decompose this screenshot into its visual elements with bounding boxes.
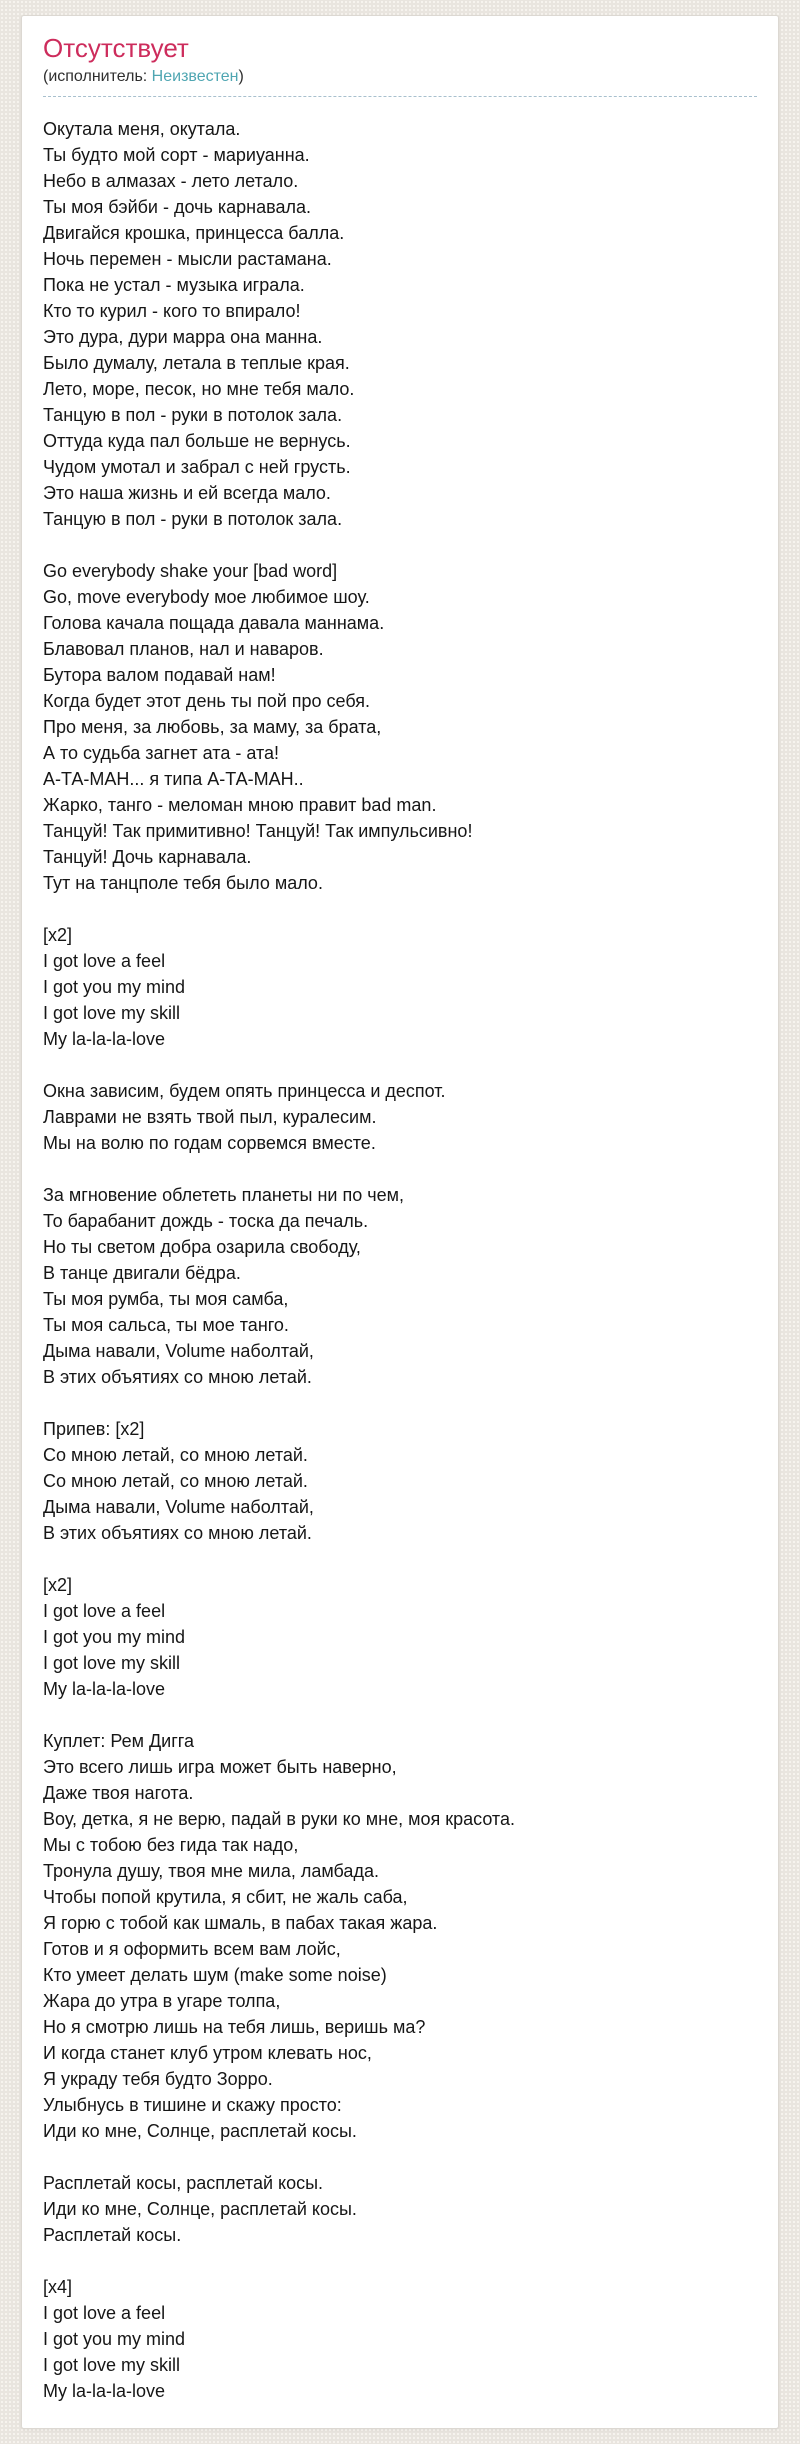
lyric-line: I got you my mind	[43, 1627, 186, 1648]
lyric-line: Дыма навали, Volume наболтай,	[43, 1341, 314, 1362]
lyric-line: Чудом умотал и забрал с ней грусть.	[43, 457, 351, 478]
lyric-line: Тронула душу, твоя мне мила, ламбада.	[43, 1861, 379, 1882]
lyric-line: За мгновение облететь планеты ни по чем,	[43, 1185, 404, 1206]
lyric-line: Пока не устал - музыка играла.	[43, 275, 305, 296]
lyric-line: Мы с тобою без гида так надо,	[43, 1835, 299, 1856]
lyric-line: Танцуй! Дочь карнавала.	[43, 847, 252, 868]
lyric-line: Танцую в пол - руки в потолок зала.	[43, 405, 343, 426]
lyric-line: И когда станет клуб утром клевать нос,	[43, 2043, 372, 2064]
lyric-line: I got love a feel	[43, 2303, 166, 2324]
lyric-line: I got love a feel	[43, 951, 166, 972]
lyric-gap	[43, 1156, 757, 1182]
lyric-line: I got you my mind	[43, 2329, 186, 2350]
lyric-line: I got you my mind	[43, 977, 186, 998]
lyric-line: Куплет: Рем Дигга	[43, 1731, 194, 1752]
lyric-line: Я горю с тобой как шмаль, в пабах такая жара.	[43, 1913, 438, 1934]
lyric-line: Жара до утра в угаре толпа,	[43, 1991, 281, 2012]
lyric-line: Go everybody shake your [bad word]	[43, 561, 338, 582]
lyric-line: Ты моя бэйби - дочь карнавала.	[43, 197, 311, 218]
lyric-line: Я украду тебя будто Зорро.	[43, 2069, 273, 2090]
lyric-gap	[43, 1052, 757, 1078]
artist-label-prefix: (исполнитель:	[43, 67, 148, 85]
lyric-line: Кто то курил - кого то впирало!	[43, 301, 301, 322]
lyric-line: Go, move everybody мое любимое шоу.	[43, 587, 370, 608]
lyric-line: То барабанит дождь - тоска да печаль.	[43, 1211, 369, 1232]
lyric-line: Но я смотрю лишь на тебя лишь, веришь ма?	[43, 2017, 426, 2038]
lyric-line: Но ты светом добра озарила свободу,	[43, 1237, 361, 1258]
lyric-line: Со мною летай, со мною летай.	[43, 1471, 308, 1492]
lyric-line: Было думалу, летала в теплые края.	[43, 353, 350, 374]
lyric-line: Про меня, за любовь, за маму, за брата,	[43, 717, 382, 738]
lyric-line: Готов и я оформить всем вам лойс,	[43, 1939, 341, 1960]
lyric-line: Мы на волю по годам сорвемся вместе.	[43, 1133, 376, 1154]
lyric-line: Лаврами не взять твой пыл, куралесим.	[43, 1107, 377, 1128]
lyric-gap	[43, 2144, 757, 2170]
lyric-gap	[43, 896, 757, 922]
lyric-line: В этих объятиях со мною летай.	[43, 1523, 312, 1544]
lyric-line: My la-la-la-love	[43, 2381, 166, 2402]
lyric-line: Даже твоя нагота.	[43, 1783, 194, 1804]
lyric-line: Это наша жизнь и ей всегда мало.	[43, 483, 331, 504]
lyric-line: А то судьба загнет ата - ата!	[43, 743, 280, 764]
lyric-line: Лето, море, песок, но мне тебя мало.	[43, 379, 355, 400]
lyric-line: Ночь перемен - мысли растамана.	[43, 249, 332, 270]
lyric-line: Бутора валом подавай нам!	[43, 665, 276, 686]
lyric-gap	[43, 2248, 757, 2274]
lyric-line: I got love a feel	[43, 1601, 166, 1622]
lyric-line: Ты будто мой сорт - мариуанна.	[43, 145, 310, 166]
lyric-line: Иди ко мне, Солнце, расплетай косы.	[43, 2121, 357, 2142]
lyric-line: Окна зависим, будем опять принцесса и деспот.	[43, 1081, 446, 1102]
lyric-line: Иди ко мне, Солнце, расплетай косы.	[43, 2199, 357, 2220]
artist-label-suffix: )	[238, 67, 244, 85]
lyric-line: Расплетай косы, расплетай косы.	[43, 2173, 324, 2194]
lyric-line: Окутала меня, окутала.	[43, 119, 241, 140]
lyric-line: Ты моя сальса, ты мое танго.	[43, 1315, 289, 1336]
lyric-line: В танце двигали бёдра.	[43, 1263, 241, 1284]
lyric-line: Со мною летай, со мною летай.	[43, 1445, 308, 1466]
lyric-line: Оттуда куда пал больше не вернусь.	[43, 431, 351, 452]
lyric-line: Танцуй! Так примитивно! Танцуй! Так импульсивно!	[43, 821, 473, 842]
lyrics-card	[21, 15, 779, 2429]
lyric-gap	[43, 1702, 757, 1728]
lyric-line: Дыма навали, Volume наболтай,	[43, 1497, 314, 1518]
lyric-line: Улыбнусь в тишине и скажу просто:	[43, 2095, 342, 2116]
lyric-line: Это всего лишь игра может быть наверно,	[43, 1757, 397, 1778]
lyric-line: Тут на танцполе тебя было мало.	[43, 873, 323, 894]
lyric-line: Небо в алмазах - лето летало.	[43, 171, 299, 192]
lyric-line: Расплетай косы.	[43, 2225, 182, 2246]
lyric-line: Жарко, танго - меломан мною правит bad man.	[43, 795, 437, 816]
lyric-line: I got love my skill	[43, 2355, 181, 2376]
lyric-line: Двигайся крошка, принцесса балла.	[43, 223, 345, 244]
lyric-line: Когда будет этот день ты пой про себя.	[43, 691, 371, 712]
lyric-line: А-ТА-МАН... я типа А-ТА-МАН..	[43, 769, 304, 790]
lyric-line: [x2]	[43, 925, 73, 946]
lyric-line: My la-la-la-love	[43, 1029, 166, 1050]
lyric-line: Кто умеет делать шум (make some noise)	[43, 1965, 387, 1986]
lyric-line: Припев: [x2]	[43, 1419, 145, 1440]
lyric-line: Голова качала пощада давала маннама.	[43, 613, 385, 634]
lyric-line: Блавовал планов, нал и наваров.	[43, 639, 324, 660]
lyric-line: [x4]	[43, 2277, 73, 2298]
dotted-divider	[43, 96, 757, 97]
page-title: Отсутствует	[43, 33, 189, 63]
lyric-line: Чтобы попой крутила, я сбит, не жаль саба,	[43, 1887, 408, 1908]
lyric-gap	[43, 1390, 757, 1416]
lyric-line: I got love my skill	[43, 1653, 181, 1674]
lyrics-text	[43, 116, 757, 2404]
lyric-line: Это дура, дури марра она манна.	[43, 327, 323, 348]
lyric-line: Танцую в пол - руки в потолок зала.	[43, 509, 343, 530]
lyric-line: Воу, детка, я не верю, падай в руки ко мне, моя красота.	[43, 1809, 515, 1830]
lyric-gap	[43, 1546, 757, 1572]
lyric-line: Ты моя румба, ты моя самба,	[43, 1289, 289, 1310]
lyric-line: [x2]	[43, 1575, 73, 1596]
artist-line	[43, 67, 757, 88]
artist-link[interactable]: Неизвестен	[151, 67, 239, 85]
lyric-line: My la-la-la-love	[43, 1679, 166, 1700]
lyric-gap	[43, 532, 757, 558]
lyric-line: I got love my skill	[43, 1003, 181, 1024]
lyric-line: В этих объятиях со мною летай.	[43, 1367, 312, 1388]
